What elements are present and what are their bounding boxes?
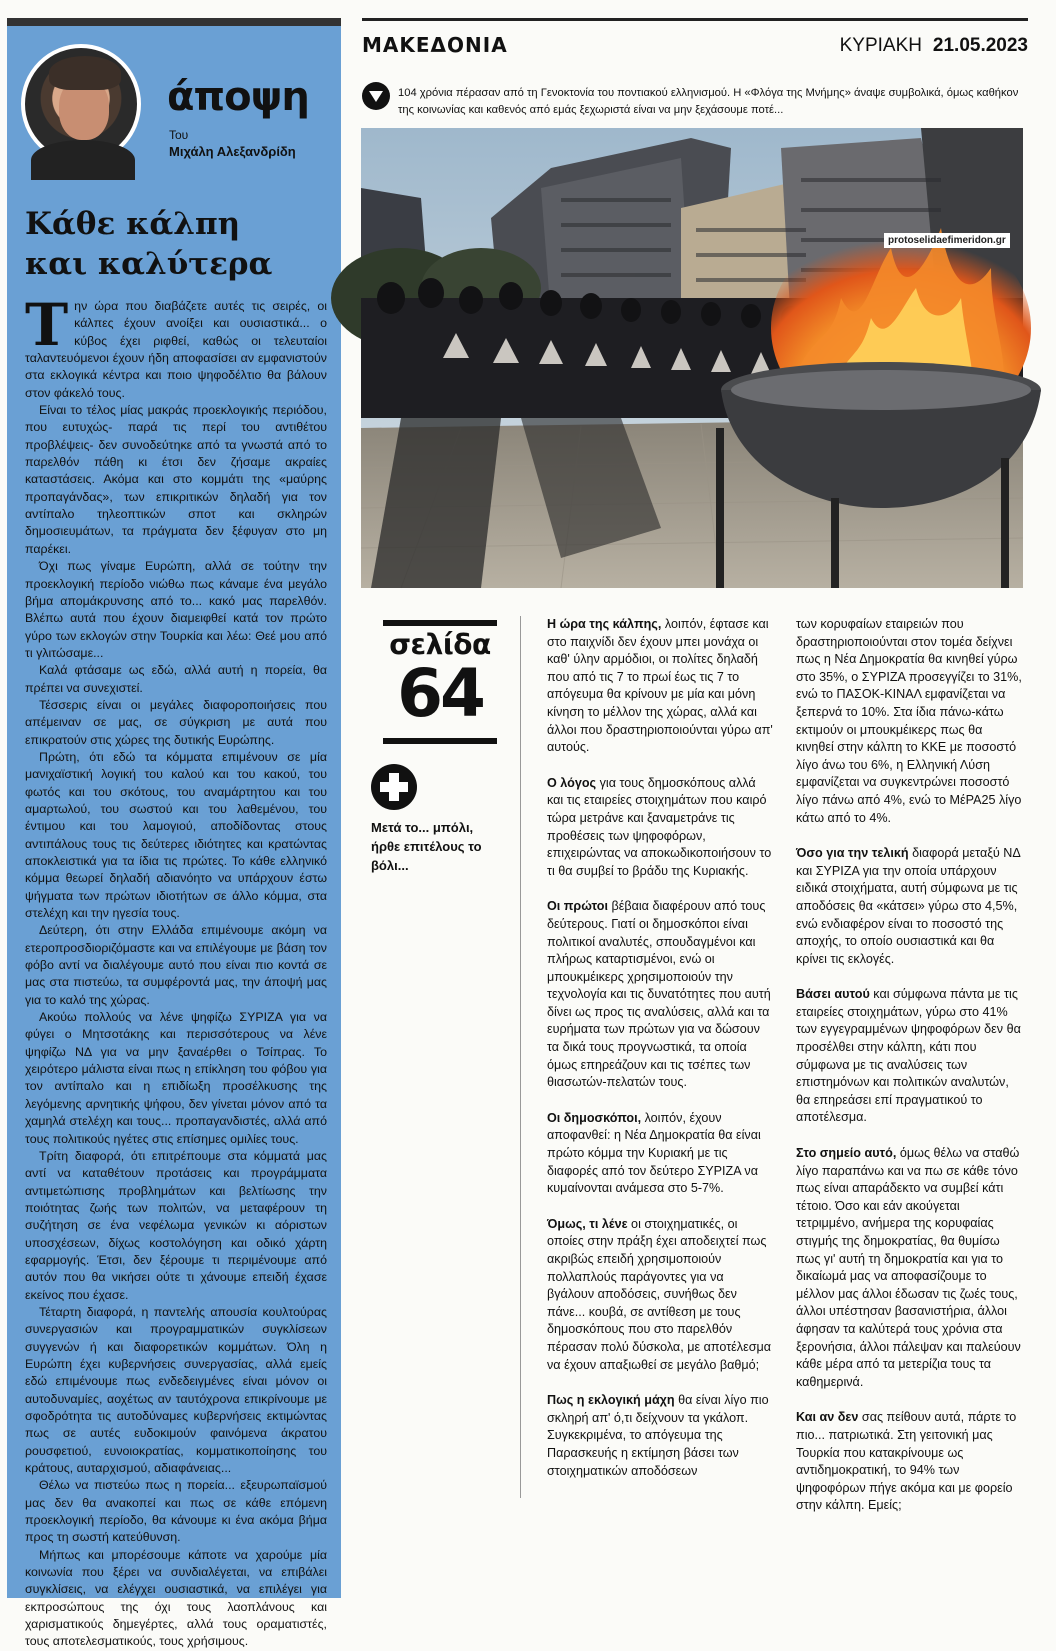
headline-line-2: και καλύτερα: [25, 246, 273, 282]
byline-prefix: Του: [169, 128, 189, 142]
article-paragraph: Και αν δεν σας πείθουν αυτά, πάρτε το πιο... πατριωτικά. Στη γειτονική μας Τουρκία που κατακρίνουμε ως αντιδημοκρατική, το 94% των ψηφοφόρων πήγε ακόμα και με φορείο στην κάλπη. Εμείς;: [796, 1410, 1017, 1513]
page-reference: [383, 620, 497, 744]
article-paragraph: Οι δημοσκόποι, λοιπόν, έχουν αποφανθεί: η Νέα Δημοκρατία θα είναι πρώτο κόμμα την Κυριακή με τις διαφορές από τον δεύτερο ΣΥΡΙΖΑ να κυμαίνονται ανάμεσα στο 5-7%.: [547, 1110, 761, 1196]
opinion-paragraph: Όχι πως γίναμε Ευρώπη, αλλά σε τούτην την προεκλογική περίοδο νιώθω πως κάναμε ένα μεγάλο βήμα απομάκρυνσης από το... κακό μας παρελθόν. Βλέπω αυτά που έχουν διαμειφθεί κατά τον πρώτο γύρο των εκλογών στην Τουρκία και λέω: Θεέ μου από τι γλιτώσαμε...: [25, 559, 327, 660]
article-column-1: [520, 616, 773, 1498]
issue-day: ΚΥΡΙΑΚΗ: [839, 35, 922, 56]
author-avatar: [21, 44, 141, 164]
opinion-paragraph: Τρίτη διαφορά, ότι επιτρέπουμε στα κόμματά μας αντί να καταθέτουν προτάσεις και προγράμματα αντιμετώπισης προβλημάτων και βελτίωσης την ποιότητας ζωής των πολιτών, να μεταφέρουν τη συζήτηση σε ένα νεφέλωμα γενικών κι αόριστων υποσχέσεων, δίχως κοστολόγηση και οδικό χάρτη εφαρμογής. Έτσι, δεν ξέρουμε τι περιμένουμε από αυτόν που θα νικήσει ούτε τι χάνουμε επειδή έχασε εκείνος που έχασε.: [25, 1148, 327, 1302]
article-paragraph: των κορυφαίων εταιρειών που δραστηριοποιούνται στον τομέα δείχνει πως η Νέα Δημοκρατία θα κινηθεί γύρω στο 35%, ο ΣΥΡΙΖΑ προσεγγίζει το 31%, ενώ το ΠΑΣΟΚ-ΚΙΝΑΛ εμφανίζεται να ξεπερνά το 10%. Στα ίδια πάνω-κάτω εκτιμούν οι μπουκμέικερς πως θα κινηθεί στην κάλπη το ΚΚΕ με ποσοστό λίγο άνω του 6%, η Ελληνική Λύση εμφανίζεται να συγκεντρώνει ποσοστό λίγο πάνω από 4%, ενώ το ΜέΡΑ25 λίγο κάτω από το 4%.: [796, 617, 1022, 825]
opinion-paragraph: Τέταρτη διαφορά, η παντελής απουσία κουλτούρας συνεργασιών και προγραμματικών συγκλίσεων συγγενών ή και διαφορετικών κομμάτων. Όλη η Ευρώπη έχει κυβερνήσεις συνεργασίας, αλλά εμείς εδώ επιμένουμε πως ενδεδειγμένες είναι μόνον οι αυτοδυναμίες, αοχέτως αν ταυτόχρονα επικρίνουμε με σφοδρότητα τις αυτοδύναμες κυβερνήσεις εκτιμώντας πως σε αυτές ευδοκιμούν φαινόμενα άκρατου ρουσφετιού, ευνοιοκρατίας, κομματικοποίησης του κράτους, αυταρχισμού, αδιαφάνειας...: [25, 1304, 327, 1476]
article-paragraph: Όμως, τι λένε οι στοιχηματικές, οι οποίες στην πράξη έχει αποδειχτεί πως ακριβώς επειδή χρησιμοποιούν πολλαπλούς παράγοντες για να βγάλουν αποδόσεις, συνήθως δεν πάνε... κουβά, σε αντίθεση με τους δημοσκόπους που στο παρελθόν πέρασαν πολύ δύσκολα, με αποτέλεσμα να έχουν απαξιωθεί σε μεγάλο βαθμό;: [547, 1216, 772, 1372]
plus-icon: [371, 764, 417, 810]
photo-caption: 104 χρόνια πέρασαν από τη Γενοκτονία του ποντιακού ελληνισμού. Η «Φλόγα της Μνήμης» άναψε συμβολικά, όμως καθήκον της κοινωνίας και καθενός από εμάς ξεχωριστά είναι να μην ξεχάσουμε ποτέ...: [398, 87, 1019, 116]
memorial-flame-photo: [361, 128, 1023, 588]
caption-arrow-icon: [362, 82, 390, 110]
opinion-paragraph: Είναι το τέλος μίας μακράς προεκλογικής περιόδου, που ευτυχώς- παρά τις περί του αντιθέτου προβλέψεις- δεν συνοδεύτηκε από τα γνωστά από το παρελθόν πάθη κι έτσι δεν ζήσαμε ακραίες καταστάσεις. Ακόμα και στο κομμάτι της «μαύρης προπαγάνδας», των επικριτικών δηλαδή για τον αντίπαλο τηλεοπτικών σποτ και σκληρών δημοσιευμάτων, τα πράγματα δεν ξέφυγαν στο μη παρέκει.: [25, 403, 327, 556]
opinion-paragraph: Ακούω πολλούς να λένε ψηφίζω ΣΥΡΙΖΑ για να φύγει ο Μητσοτάκης και περισσότερους να λένε ψηφίζω ΝΔ για να μην ξαναέρθει ο Τσίπρας. Το χειρότερο μάλιστα είναι πως η επίκληση του φόβου για τον αντίπαλο και η επιδίωξη προσέλκυσης της λεγόμενης αρνητικής ψήφου, δεν γίνεται μόνον από τα χαμηλά στελέχη και τους... προπαγανδιστές, αλλά από τους πολιτικούς ηγέτες στις επίσημες ομιλίες τους.: [25, 1010, 327, 1146]
opinion-paragraph: Πρώτη, ότι εδώ τα κόμματα επιμένουν σε μία μανιχαϊστική λογική του καλού και του κακού, του φωτός και του σκότους, του αναμάρτητου και του αμαρτωλού, του σωστού και του λαθεμένου, του έντιμου και του λαμογιού, αποδίδοντας στους αντιπάλους τους τις δεύτερες ιδιότητες και κρατώντας αποκλειστικά για τα ίδια τις πρώτες. Το κάθε ελληνικό κόμμα θεωρεί δηλαδή αδιανόητο να υπάρχουν έστω ψήγματα των πρώτων ιδιοτήτων σε άλλο κόμμα, στα στελέχη και την ηγεσία τους.: [25, 749, 327, 921]
opinion-paragraph: Θέλω να πιστεύω πως η πορεία... εξευρωπαϊσμού μας δεν θα ανακοπεί και πως σε κάθε επόμενη προεκλογική περίοδο, θα κάνουμε κι ένα ακόμα βήμα προς τη σωστή κατεύθυνση.: [25, 1478, 327, 1545]
issue-date: 21.05.2023: [932, 35, 1028, 56]
page-word: σελίδα: [389, 628, 491, 661]
opinion-paragraph: Την ώρα που διαβάζετε αυτές τις σειρές, οι κάλπες έχουν ανοίξει και ουσιαστικά... ο κύβος έχει ριφθεί, καθώς οι τελευταίοι ταλαντευόμενοι έχουν ήδη αποφασίσει αν εμφανιστούν στα εκλογικά κέντρα και ποιο ψηφοδέλτιο θα βάλουν στον φάκελό τους.: [25, 291, 327, 400]
headline-line-1: Κάθε κάλπη: [25, 206, 241, 242]
plus-teaser: Μετά το... μπόλι, ήρθε επιτέλους το βόλι...: [371, 820, 482, 873]
article-paragraph: Οι πρώτοι βέβαια διαφέρουν από τους δεύτερους. Γιατί οι δημοσκόποι είναι πολιτικοί αναλυτές, σπουδαγμένοι και πλήρως καταρτισμένοι, ενώ οι μπουκμέικερς χρησιμοποιούν την τεχνολογία και τις δυνατότητες που αυτή δίνει ως προς τις αναλύσεις, αλλά και τα ευρήματα των πρώτων για να δώσουν τα δικά τους προγνωστικά, τα οποία όμως επηρεάζουν και τις τσέπες των θιασωτών-πελατών τους.: [547, 899, 771, 1090]
opinion-column: [7, 18, 341, 1649]
masthead: [362, 18, 1028, 57]
article-paragraph: Ο λόγος για τους δημοσκόπους αλλά και τις εταιρείες στοιχημάτων που καιρό τώρα μετράνε και ξαναμετράνε τις προθέσεις των ψηφοφόρων, επιχειρώντας να αποκωδικοποιήσουν το τι θα συμβεί το βράδυ της Κυριακής.: [547, 775, 772, 878]
opinion-paragraph: Τέσσερις είναι οι μεγάλες διαφοροποιήσεις που απέμειναν σε μας, σε σύγκριση με αυτά που επικρατούν στις χώρες της δυτικής Ευρώπης.: [25, 697, 327, 747]
article-paragraph: Πως η εκλογική μάχη θα είναι λίγο πιο σκληρή απ' ό,τι δείχνουν τα γκάλοπ. Συγκεκριμένα, το απόγευμα της Παρασκευής η εκτίμηση βάσει των στοιχηματικών αποδόσεων: [547, 1393, 769, 1478]
article-paragraph: Στο σημείο αυτό, όμως θέλω να σταθώ λίγο παραπάνω και να πω σε κάθε τόνο πως είναι απαράδεκτο να συμβεί κάτι τέτοιο. Όσο και εάν ακούγεται τετριμμένο, ανήμερα της κορυφαίας στιγμής της δημοκρατίας, θα θυμίσω πως γι' αυτή τη δημοκρατία και για το δικαίωμά μας να αποφασίζουμε το μέλλον μας άλλοι έδωσαν τις ζωές τους, άλλοι υπέστησαν βασανιστήρια, άλλοι άφησαν τα καλύτερά τους χρόνια στα ξερονήσια, άλλοι πάλεψαν και παλεύουν κάθε μέρα από τα μετερίζια τους τα καθημερινά.: [796, 1146, 1021, 1389]
opinion-body: [25, 291, 327, 1651]
author-name: Μιχάλη Αλεξανδρίδη: [169, 144, 296, 159]
site-watermark: protoselidaefimeridon.gr: [884, 233, 1010, 248]
article-paragraph: Βάσει αυτού και σύμφωνα πάντα με τις εταιρείες στοιχημάτων, γύρω στο 41% των εγγεγραμμένων ψηφοφόρων δεν θα προσέλθει στην κάλπη, κάτι που σύμφωνα με τις αναλύσεις των επιστημόνων και πολιτικών αναλυτών, θα επηρεάσει επί πραγματικού το αποτέλεσμα.: [796, 987, 1021, 1125]
opinion-headline: [25, 204, 325, 284]
newspaper-name: ΜΑΚΕΔΟΝΙΑ: [362, 33, 508, 57]
article-paragraph: Η ώρα της κάλπης, λοιπόν, έφτασε και στο παιχνίδι δεν έχουν μπει μονάχα οι καθ' ύλην αρμόδιοι, οι πολίτες δηλαδή που από τις 7 το πρωί έως τις 7 το απόγευμα θα κρίνουν με μία και μόνη κίνηση το μέλλον της χώρας, αλλά και άλλοι που δραστηριοποιούνται γύρω απ' αυτούς.: [547, 617, 773, 755]
opinion-label: άποψη: [167, 74, 309, 120]
article-column-2: [796, 616, 1022, 1533]
opinion-paragraph: Δεύτερη, ότι στην Ελλάδα επιμένουμε ακόμη να ετεροπροσδιοριζόμαστε και να επιλέγουμε με βάση τον φόβο αντί να διαλέγουμε αυτό που είναι πιο κοντά σε μας στα πιστεύω, τα συμφέροντά μας, την άποψή μας για το καλό της χώρας.: [25, 923, 327, 1007]
opinion-paragraph: Καλά φτάσαμε ως εδώ, αλλά αυτή η πορεία, θα πρέπει να συνεχιστεί.: [25, 663, 327, 695]
page-number: 64: [397, 655, 483, 732]
drop-cap: Τ: [25, 291, 69, 359]
opinion-paragraph: Μήπως και μπορέσουμε κάποτε να χαρούμε μία κοινωνία που ξέρει να συνδιαλέγεται, να επιβάλει συγκλίσεις, να ελέγχει ουσιαστικά, να επιλέγει για εκπροσώπους της όχι τους λαοπλάνους και χαρισματικούς δημεγέρτες, αλλά τους οραματιστές, τους αποτελεσματικούς, τους χρήσιμους.: [25, 1547, 327, 1649]
article-paragraph: Όσο για την τελική διαφορά μεταξύ ΝΔ και ΣΥΡΙΖΑ για την οποία υπάρχουν ειδικά στοιχήματα, αυτή σύμφωνα με τις αποδόσεις θα «κάτσει» γύρω στο 4,5%, ενώ ενδιαφέρον είναι το ποσοστό της αποχής, το οποίο ουσιαστικά και θα κρίνει τις εκλογές.: [796, 846, 1021, 966]
